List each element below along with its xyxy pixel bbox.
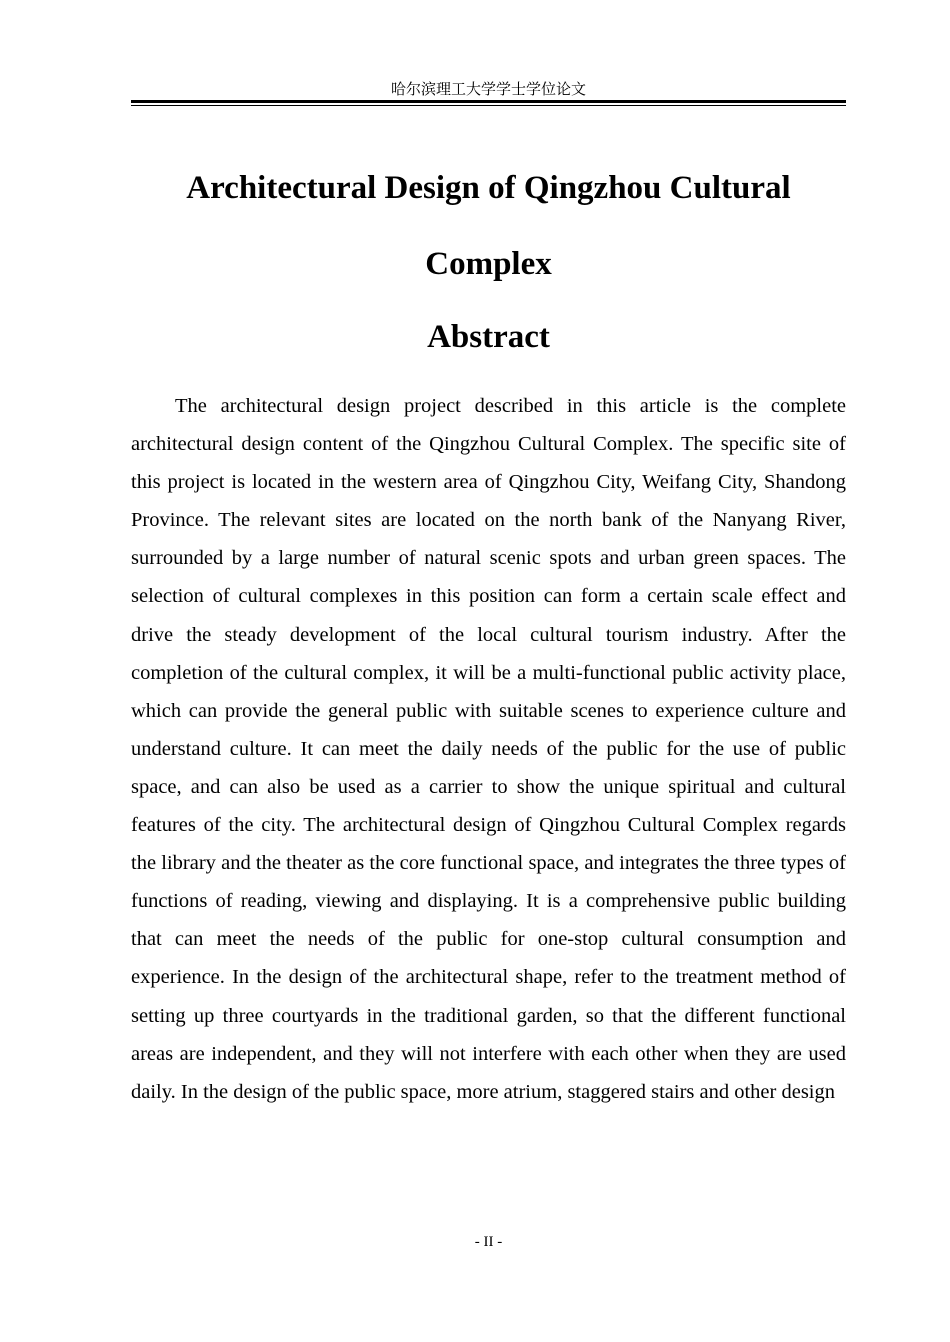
page-number: - II - — [474, 1234, 503, 1250]
header-rule-thick — [131, 100, 846, 103]
running-header: 哈尔滨理工大学学士学位论文 — [390, 80, 586, 98]
header-rule-thin — [131, 105, 846, 106]
paper-title: Architectural Design of Qingzhou Cultural Complex — [186, 170, 791, 282]
abstract-body: The architectural design project described in this article is the complete architectural design content of the Qingzhou Cultural Complex. The specific site of this project is located in the western area of Qingzhou City, Weifang City, Shandong Province. The relevant sites are located on the north bank of the Nanyang River, surrounded by a large number of natural scenic spots and urban green spaces. The selection of cultural complexes in this position can form a certain scale effect and drive the steady development of the local cultural tourism industry. After the completion of the cultural complex, it will be a multi-functional public activity place, which can provide the general public with suitable scenes to experience culture and understand culture. It can meet the daily needs of the public for the use of public space, and can also be used as a carrier to show the unique spiritual and cultural features of the city. The architectural design of Qingzhou Cultural Complex regards the library and the theater as the core functional space, and integrates the three types of functions of reading, viewing and displaying. It is a comprehensive public building that can meet the needs of the public for one-stop cultural consumption and experience. In the design of the architectural shape, refer to the treatment method of setting up three courtyards in the traditional garden, so that the different functional areas are independent, and they will not interfere with each other when they are used daily. In the design of the public space, more atrium, staggered stairs and other design — [131, 395, 846, 1103]
abstract-heading: Abstract — [427, 319, 550, 355]
